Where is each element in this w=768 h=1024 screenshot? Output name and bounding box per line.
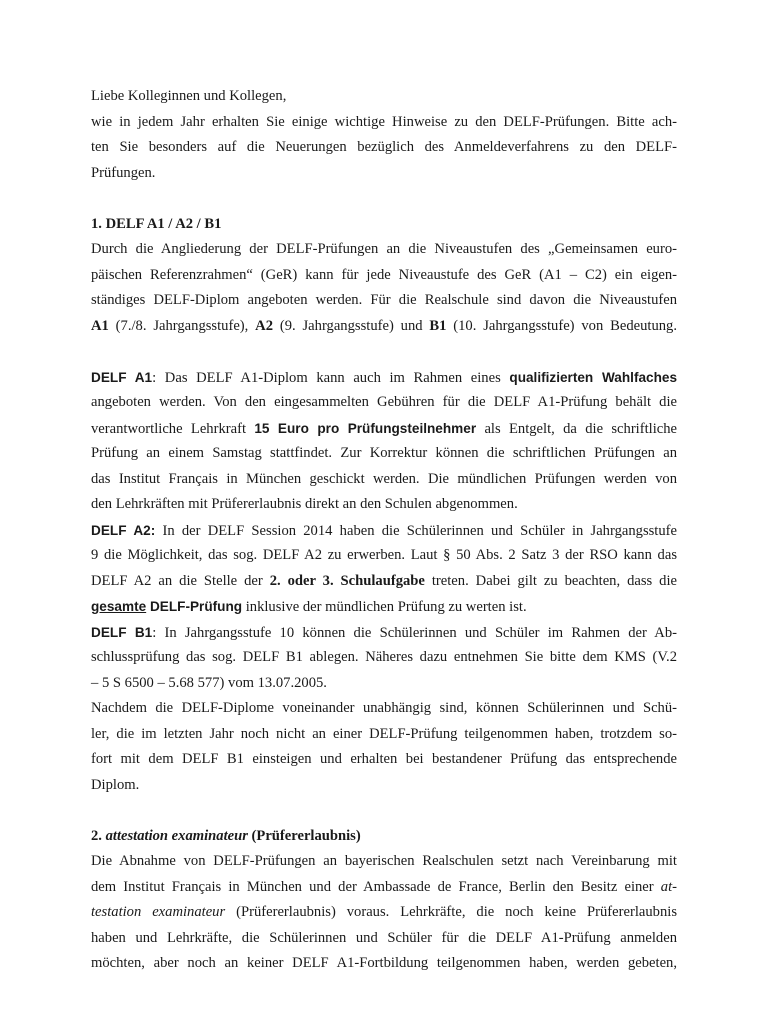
section-2-line-3: [91, 900, 677, 926]
a1-text: als Entgelt, da die schriftliche: [476, 420, 677, 437]
a1-line-3: [91, 416, 677, 442]
section-2-italic-text: testation examinateur: [91, 904, 226, 920]
section-2-number: 2.: [91, 827, 106, 844]
a2-bold-text: DELF-Prüfung: [146, 599, 243, 614]
delf-a2-label: DELF A2:: [91, 522, 156, 538]
section-2-line-5: möchten, aber noch an keiner DELF A1-Fortbildung teilgenommen haben, werden gebeten,: [91, 955, 677, 971]
b1-line-3: – 5 S 6500 – 5.68 577) vom 13.07.2005.: [91, 674, 327, 691]
a1-line-5: das Institut Français in München geschickt werden. Die mündlichen Prüfungen werden von: [91, 470, 677, 487]
b1-line-6: fort mit dem DELF B1 einsteigen und erhalten bei bestandener Prüfung das entsprechende: [91, 751, 677, 767]
letter-page: [91, 84, 677, 977]
section-2-line-1: Die Abnahme von DELF-Prüfungen an bayerischen Realschulen setzt nach Vereinbarung mit: [91, 853, 677, 869]
intro-line-3: Prüfungen.: [91, 164, 156, 181]
a2-text: DELF A2 an die Stelle der: [91, 572, 270, 589]
section-1-line-1: Durch die Angliederung der DELF-Prüfungen an die Niveaustufen des „Gemeinsamen euro-: [91, 241, 677, 257]
section-1-heading-text: 1. DELF A1 / A2 / B1: [91, 215, 222, 232]
a2-underlined-text: gesamte: [91, 599, 147, 614]
level-b1: B1: [429, 317, 447, 334]
b1-line-4: Nachdem die DELF-Diplome voneinander unabhängig sind, können Schülerinnen und Schü-: [91, 700, 677, 716]
b1-line-5: ler, die im letzten Jahr noch nicht an einer DELF-Prüfung teilgenommen haben, trotzdem so-: [91, 725, 677, 742]
level-a2-text: (9. Jahrgangsstufe) und: [273, 317, 430, 334]
section-1-line-2: päischen Referenzrahmen“ (GeR) kann für jede Niveaustufe des GeR (A1 – C2) ein eigen-: [91, 266, 677, 283]
a1-line-4: Prüfung an einem Samstag stattfindet. Zur Korrektur können die schriftlichen Prüfungen an: [91, 445, 677, 461]
a1-line-2: angeboten werden. Von den eingesammelten Gebühren für die DELF A1-Prüfung behält die: [91, 394, 677, 410]
delf-b1-label: DELF B1: [91, 624, 153, 640]
a2-text: treten. Dabei gilt zu beachten, dass die: [424, 572, 677, 589]
a2-line-1: [91, 518, 677, 544]
b1-line-1: [91, 620, 677, 646]
section-2-line-2: [91, 875, 677, 901]
section-2-italic-title: attestation examinateur: [105, 827, 248, 844]
delf-a1-label: DELF A1: [91, 369, 153, 385]
level-a1: A1: [91, 317, 109, 334]
intro-line-1: wie in jedem Jahr erhalten Sie einige wichtige Hinweise zu den DELF-Prüfungen. Bitte ach-: [91, 113, 677, 130]
section-2-italic-text: at-: [660, 878, 677, 895]
b1-line-2: schlussprüfung das sog. DELF B1 ablegen. Näheres dazu entnehmen Sie bitte dem KMS (V.2: [91, 649, 677, 665]
section-2-heading: [91, 824, 677, 850]
section-2-title-rest: (Prüfererlaubnis): [247, 827, 361, 844]
level-b1-text: (10. Jahrgangsstufe) von Bedeutung.: [446, 317, 677, 334]
section-1-heading: [91, 212, 677, 238]
a1-text: : Das DELF A1-Diplom kann auch im Rahmen eines: [152, 369, 510, 386]
section-2-text: dem Institut Français in München und der Ambassade de France, Berlin den Besitz einer: [91, 878, 661, 895]
a1-bold-text: qualifizierten Wahlfaches: [509, 369, 677, 385]
section-1-line-4: [91, 314, 677, 340]
b1-line-7: Diplom.: [91, 776, 140, 793]
a2-text: In der DELF Session 2014 haben die Schülerinnen und Schüler in Jahrgangsstufe: [155, 522, 677, 539]
a2-line-4: [91, 594, 677, 620]
section-1-line-3: ständiges DELF-Diplom angeboten werden. Für die Realschule sind davon die Niveaustufen: [91, 292, 677, 308]
a2-text: inklusive der mündlichen Prüfung zu werten ist.: [242, 599, 527, 615]
a1-line-6: den Lehrkräften mit Prüfererlaubnis direkt an den Schulen abgenommen.: [91, 496, 518, 512]
level-a2: A2: [255, 317, 273, 334]
greeting: Liebe Kolleginnen und Kollegen,: [91, 88, 287, 104]
a1-bold-text: 15 Euro pro Prüfungsteilnehmer: [254, 420, 477, 436]
spacer: [91, 798, 677, 824]
a2-line-2: 9 die Möglichkeit, das sog. DELF A2 zu erwerben. Laut § 50 Abs. 2 Satz 3 der RSO kann das: [91, 547, 677, 563]
b1-text: : In Jahrgangsstufe 10 können die Schülerinnen und Schüler im Rahmen der Ab-: [152, 624, 677, 641]
a1-line-1: [91, 365, 677, 391]
section-2-line-4: haben und Lehrkräfte, die Schülerinnen und Schüler für die DELF A1-Prüfung anmelden: [91, 929, 677, 946]
a2-bold-text: 2. oder 3. Schulaufgabe: [269, 572, 425, 589]
a2-line-3: [91, 569, 677, 595]
intro-line-2: ten Sie besonders auf die Neuerungen bezüglich des Anmeldeverfahrens zu den DELF-: [91, 139, 677, 155]
a1-text: verantwortliche Lehrkraft: [91, 420, 255, 437]
spacer: [91, 186, 677, 212]
section-2-text: (Prüfererlaubnis) voraus. Lehrkräfte, die noch keine Prüfererlaubnis: [225, 904, 677, 920]
level-a1-text: (7./8. Jahrgangsstufe),: [108, 317, 256, 334]
spacer: [91, 339, 677, 365]
